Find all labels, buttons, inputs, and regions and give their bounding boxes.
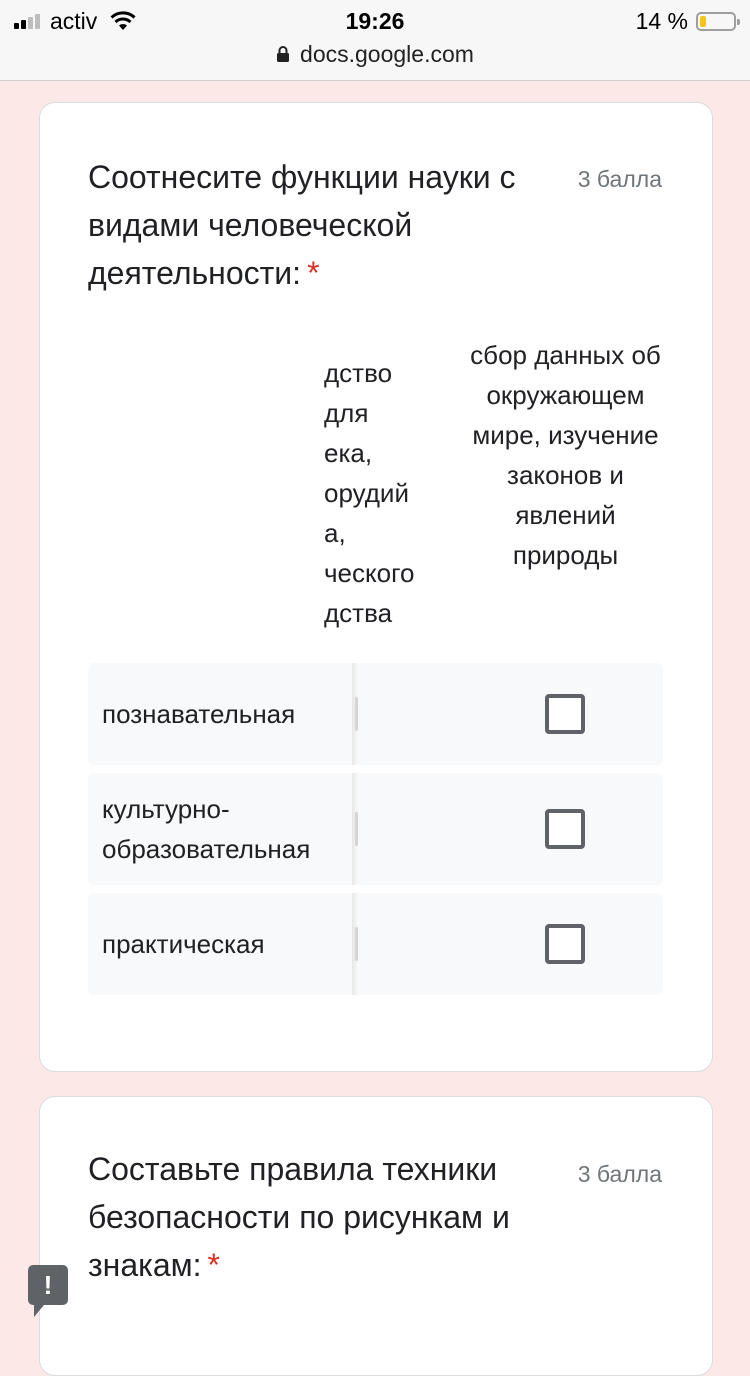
column-1-line: орудий [324, 478, 409, 508]
battery-icon [696, 12, 736, 31]
column-1-line: для [324, 398, 369, 428]
grid-row-cognitive [88, 663, 663, 765]
grid-column-header-1[interactable] [324, 353, 460, 633]
status-right [636, 6, 736, 36]
battery-percent: 14 % [635, 7, 688, 34]
grid-row-label: практическая [102, 929, 265, 959]
checkbox-practical[interactable] [545, 924, 585, 964]
question-2-title-text: Составьте правила техники безопасности по рисункам и знакам: [88, 1151, 510, 1283]
question-1-points: 3 балла [577, 166, 662, 192]
required-asterisk: * [207, 1247, 220, 1283]
feedback-icon[interactable]: ! [28, 1265, 68, 1305]
grid-row-label: познавательная [102, 699, 296, 729]
hidden-column-checkbox-edge [355, 812, 358, 846]
question-1-title-text: Соотнесите функции науки с видами человеческой деятельности: [88, 159, 516, 291]
column-1-line: а, [324, 518, 346, 548]
column-1-line: ека, [324, 438, 373, 468]
question-1-title [88, 153, 548, 297]
grid-column-header-2: сбор данных об окружающем мире, изучение законов и явлений природы [470, 340, 661, 570]
hidden-column-checkbox-edge [355, 927, 358, 961]
required-asterisk: * [307, 255, 320, 291]
checkbox-cultural-educational[interactable] [545, 809, 585, 849]
url-text: docs.google.com [300, 40, 474, 67]
url-bar[interactable] [0, 38, 750, 70]
browser-top-bar [0, 0, 750, 81]
grid-row-label: культурно-образовательная [102, 794, 311, 864]
grid-row-cultural-educational [88, 773, 663, 885]
question-2-points: 3 балла [577, 1161, 662, 1187]
question-card-1 [39, 102, 713, 1072]
question-card-2 [39, 1096, 713, 1376]
column-1-line: дство [324, 358, 393, 388]
column-1-line: ческого [324, 558, 415, 588]
status-time: 19:26 [345, 8, 405, 34]
checkbox-grid [88, 335, 663, 995]
grid-row-practical [88, 893, 663, 995]
column-1-line: дства [324, 598, 393, 628]
lock-icon [276, 45, 290, 63]
checkbox-cognitive[interactable] [545, 694, 585, 734]
question-2-title [88, 1145, 548, 1289]
hidden-column-checkbox-edge [355, 697, 358, 731]
carrier-name: activ [50, 7, 98, 34]
